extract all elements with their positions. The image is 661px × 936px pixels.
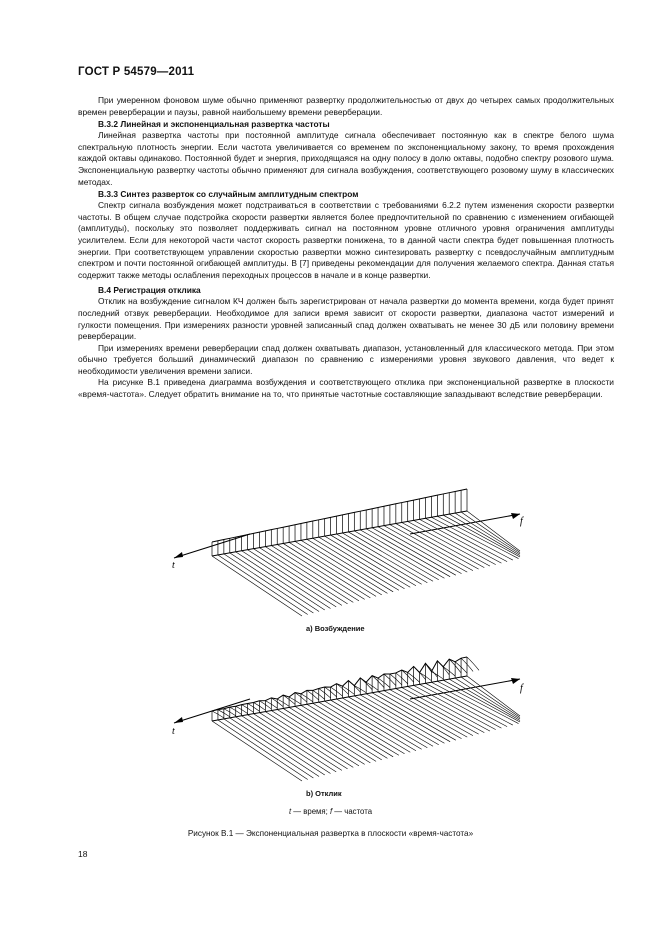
frequency-line [348, 697, 433, 746]
time-frequency-figure [160, 484, 540, 794]
frequency-line [307, 704, 393, 757]
legend-f: f [329, 807, 333, 816]
frequency-line [313, 703, 399, 755]
paragraph: Спектр сигнала возбуждения может подстраиваться в соответствии с требованиями 6.2.2 путем изменения скорости развертки частоты. В общем случае подстройка скорости развертки является более предпочтительной по сравнению с изменением огибающей (амплитуды), поскольку это позволяет поддерживать сигнал на постоянном уровне отличного уровня ограничения амплитуды усилителем. Если для некоторой части частот скорость развертки понижена, то в данной части спектра будет повышенная плотность энергии. При соответствующем управлении скоростью развертки можно синтезировать развертку с псевдослучайным амплитудным спектром и почти постоянной огибающей амплитуды. В [7] приведены рекомендации для получения желаемого спектра. Данная статья содержит также методы ослабления переходных процессов в начале и в конце развертки. [78, 200, 614, 280]
axis-t-arrowhead [174, 552, 183, 558]
paragraph: Отклик на возбуждение сигналом КЧ должен быть зарегистрирован от начала развертки до момента времени, когда будет принят последний отзвук реверберации. Необходимое для записи время зависит от скорости развертки, диапазона частот измерений и гулкости помещения. При измерениях разности уровней записанный спад должен охватывать не менее 30 дБ или половину времени реверберации. [78, 296, 614, 342]
frequency-line [307, 539, 393, 592]
caption-response: b) Отклик [306, 789, 342, 798]
axis-f-line [410, 679, 520, 699]
frequency-line [301, 705, 388, 758]
frequency-line [467, 511, 520, 551]
axis-f-arrowhead [511, 513, 520, 519]
legend-f-text: — частота [332, 807, 373, 816]
page-number: 18 [78, 849, 88, 859]
figure-legend [0, 807, 661, 816]
envelope-line [212, 489, 467, 542]
frequency-line [331, 700, 416, 751]
frequency-line [354, 531, 438, 580]
excitation-diagram [174, 489, 520, 616]
frequency-line [354, 696, 438, 745]
response-diagram [174, 657, 520, 781]
frequency-line [301, 540, 388, 593]
section-heading-b4: В.4 Регистрация отклика [98, 285, 201, 296]
frequency-line [390, 525, 473, 571]
envelope-line [212, 657, 467, 711]
frequency-line [366, 694, 450, 742]
body-text [78, 95, 614, 401]
axis-t-arrowhead [174, 717, 183, 723]
legend-t: t [288, 807, 292, 816]
frequency-line [342, 698, 427, 748]
frequency-line [437, 516, 518, 558]
frequency-line [319, 702, 405, 754]
baseline-line [212, 676, 467, 721]
figure-caption: Рисунок В.1 — Экспоненциальная развертка в плоскости «время-частота» [187, 829, 474, 838]
frequency-line [360, 695, 444, 743]
frequency-line [295, 706, 382, 759]
frequency-line [384, 691, 467, 738]
frequency-line [372, 528, 456, 575]
axis-t-label-a: t [172, 560, 175, 571]
document-header: ГОСТ Р 54579—2011 [78, 66, 195, 78]
frequency-line [425, 518, 507, 561]
frequency-line [325, 701, 411, 752]
section-heading-b32: В.3.2 Линейная и экспоненциальная развертка частоты [98, 119, 330, 130]
axis-t-label-b: t [172, 726, 175, 737]
baseline-line [212, 511, 467, 556]
frequency-line [319, 537, 405, 589]
frequency-line [420, 519, 502, 563]
paragraph: На рисунке В.1 приведена диаграмма возбуждения и соответствующего отклика при экспоненциальной развертке в плоскости «время-частота». Следует обратить внимание на то, что принятые частотные составляющие запаздывают вследствие реверберации. [78, 377, 614, 400]
axis-f-label-a: f [520, 516, 523, 527]
frequency-line [390, 690, 473, 736]
frequency-line [384, 526, 467, 573]
paragraph: Линейная развертка частоты при постоянной амплитуде сигнала обеспечивает постоянную как в спектре белого шума спектральную плотность энергии. Если частота увеличивается со временем по экспоненциальному закону, то время прохождения каждой октавы одинаково. Постоянной будет и энергия, приходящаяся на одну полосу в долю октавы, подобно спектру розового шума. Экспоненциальную развертку частоты обычно применяют для сигнала возбуждения, соответствующего розовому шуму в классических методах. [78, 130, 614, 187]
legend-t-text: — время; [291, 807, 330, 816]
frequency-line [337, 534, 422, 584]
frequency-line [420, 684, 502, 728]
frequency-line [313, 538, 399, 590]
frequency-line [467, 676, 520, 716]
frequency-line [295, 541, 382, 594]
frequency-line [437, 681, 518, 723]
frequency-line [378, 692, 461, 739]
caption-excitation: a) Возбуждение [306, 624, 365, 633]
paragraph: При измерениях времени реверберации спад должен охватывать диапазон, установленный для классического метода. При этом обычно требуется больший динамический диапазон по сравнению с измерениями уровня звукового давления, что ведет к необходимости увеличения времени записи. [78, 342, 614, 376]
frequency-line [342, 533, 427, 583]
frequency-line [360, 530, 444, 578]
axis-f-arrowhead [511, 678, 520, 684]
axis-f-label-b: f [520, 683, 523, 694]
frequency-line [325, 536, 411, 587]
frequency-line [348, 532, 433, 581]
decay-curve [467, 657, 479, 670]
frequency-line [372, 693, 456, 740]
frequency-line [378, 527, 461, 574]
axis-f-line [410, 514, 520, 534]
section-heading-b33: В.3.3 Синтез разверток со случайным амплитудным спектром [98, 189, 359, 200]
frequency-line [337, 699, 422, 749]
paragraph: При умеренном фоновом шуме обычно применяют развертку продолжительностью от двух до четырех самых продолжительных времен реверберации и паузы, равной наибольшему времени реверберации. [78, 95, 614, 117]
frequency-line [425, 683, 507, 726]
frequency-line [366, 529, 450, 577]
frequency-line [331, 535, 416, 586]
